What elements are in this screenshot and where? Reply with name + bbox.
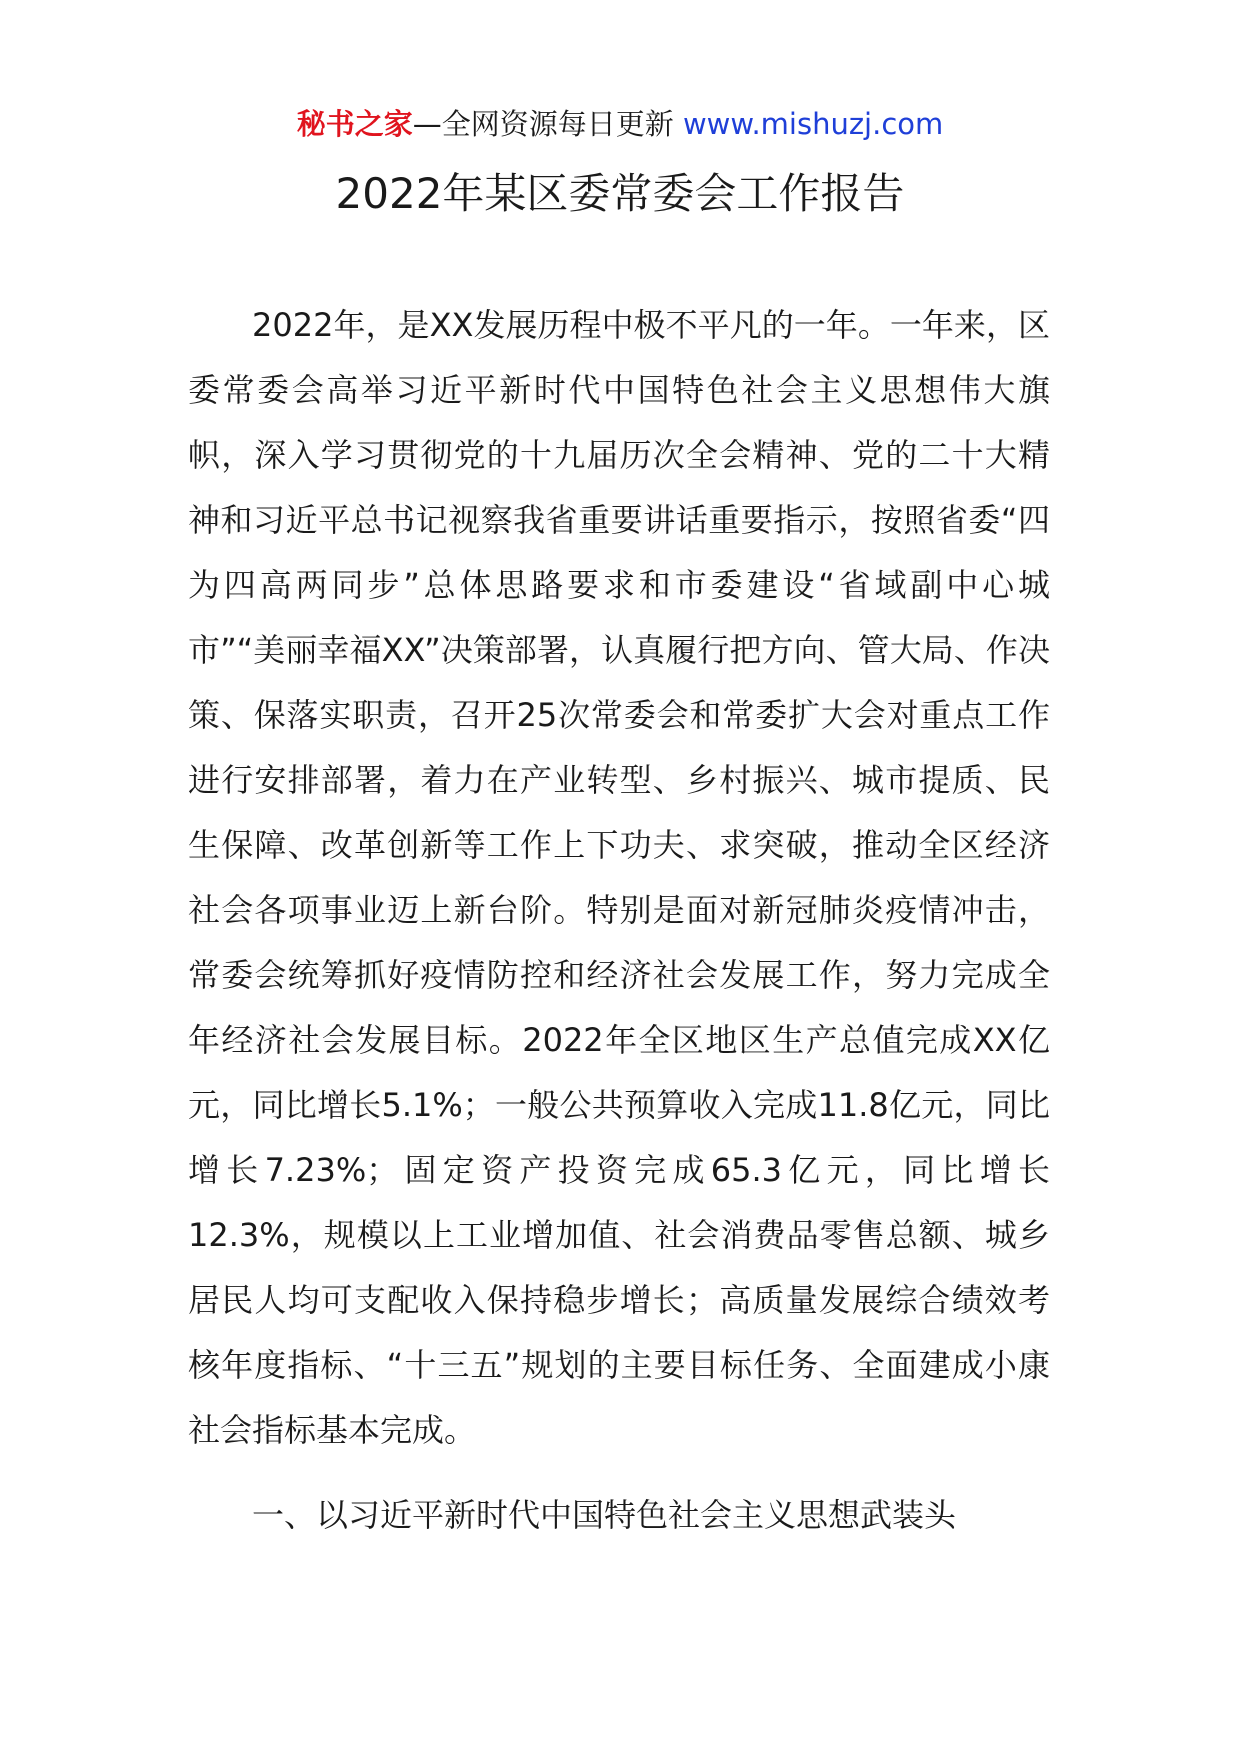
document-body — [188, 293, 1050, 1548]
watermark-banner — [0, 104, 1240, 144]
banner-slogan: —全网资源每日更新 — [412, 107, 674, 141]
body-paragraph: 2022年，是XX发展历程中极不平凡的一年。一年来，区委常委会高举习近平新时代中国特色社会主义思想伟大旗帜，深入学习贯彻党的十九届历次全会精神、党的二十大精神和习近平总书记视察我省重要讲话重要指示，按照省委“四为四高两同步”总体思路要求和市委建设“省域副中心城市”“美丽幸福XX”决策部署，认真履行把方向、管大局、作决策、保落实职责，召开25次常委会和常委扩大会对重点工作进行安排部署，着力在产业转型、乡村振兴、城市提质、民生保障、改革创新等工作上下功夫、求突破，推动全区经济社会各项事业迈上新台阶。特别是面对新冠肺炎疫情冲击，常委会统筹抓好疫情防控和经济社会发展工作，努力完成全年经济社会发展目标。2022年全区地区生产总值完成XX亿元，同比增长5.1%；一般公共预算收入完成11.8亿元，同比增长7.23%；固定资产投资完成65.3亿元，同比增长12.3%，规模以上工业增加值、社会消费品零售总额、城乡居民人均可支配收入保持稳步增长；高质量发展综合绩效考核年度指标、“十三五”规划的主要目标任务、全面建成小康社会指标基本完成。 — [188, 306, 1050, 1449]
banner-site-name: 秘书之家 — [296, 107, 413, 141]
section-heading: 一、以习近平新时代中国特色社会主义思想武装头 — [252, 1496, 957, 1534]
banner-url: www.mishuzj.com — [682, 107, 944, 141]
document-title: 2022年某区委常委会工作报告 — [335, 169, 905, 218]
